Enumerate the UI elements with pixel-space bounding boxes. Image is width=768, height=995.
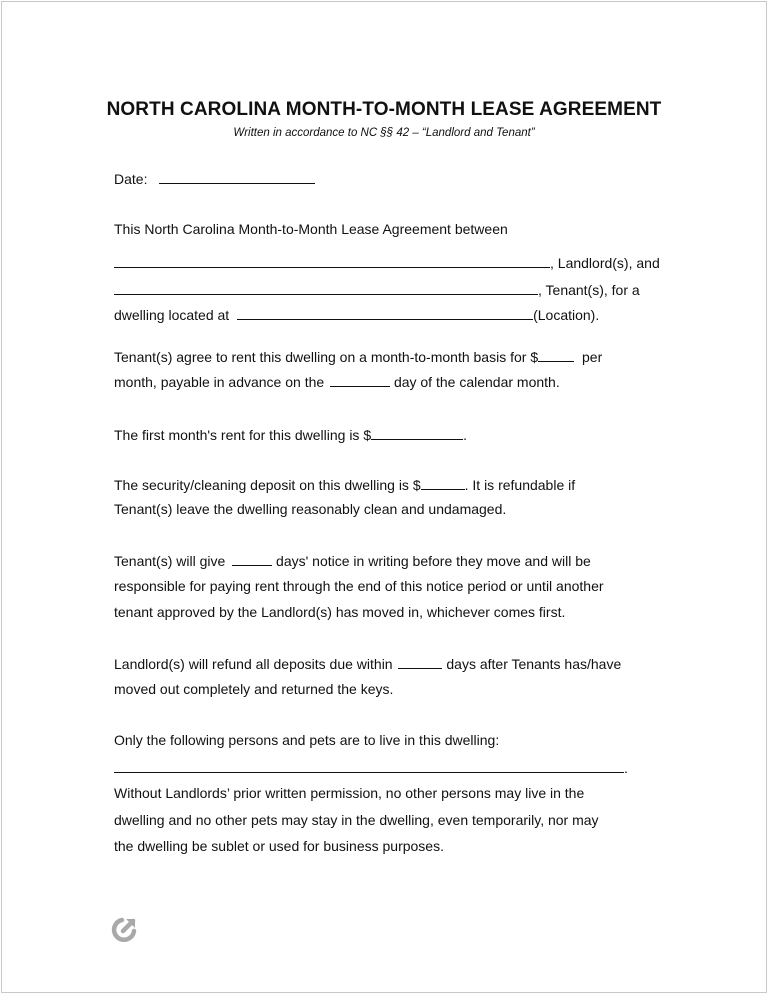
per-text: per [582, 349, 603, 365]
permission-text: Without Landlords’ prior written permission, no other persons may live in the [114, 785, 585, 801]
date-label: Date: [114, 171, 148, 187]
notice-line-2 [114, 577, 604, 595]
refund-days-field[interactable] [398, 654, 442, 669]
refund-line [114, 654, 621, 673]
notice-line [114, 551, 591, 570]
permission-text-3: the dwelling be sublet or used for business purposes. [114, 838, 444, 854]
intro-line [114, 220, 508, 238]
deposit-condition-text: Tenant(s) leave the dwelling reasonably clean and undamaged. [114, 501, 507, 517]
notice-days-field[interactable] [232, 551, 272, 566]
page-subtitle: Written in accordance to NC §§ 42 – “Landlord and Tenant” [233, 127, 535, 139]
rent-line [114, 347, 602, 366]
permission-line-2 [114, 811, 599, 829]
occupants-field[interactable] [114, 758, 624, 773]
location-label: (Location). [533, 307, 600, 323]
notice-text: Tenant(s) will give [114, 553, 226, 569]
rent-amount-field[interactable] [538, 347, 574, 362]
deposit-line-2 [114, 500, 506, 518]
date-field[interactable] [159, 169, 315, 184]
first-rent-line [114, 425, 467, 444]
first-rent-text: The first month's rent for this dwelling is $ [114, 427, 372, 443]
refund-text: Landlord(s) will refund all deposits due within [114, 656, 393, 672]
refund-text-2: days after Tenants has/have [446, 656, 622, 672]
share-arrow-icon [111, 915, 139, 943]
notice-text-2: days' notice in writing before they move and will be [276, 553, 591, 569]
deposit-text: The security/cleaning deposit on this dwelling is $ [114, 477, 421, 493]
tenant-label: , Tenant(s), for a [538, 282, 640, 298]
due-day-line [114, 372, 560, 391]
permission-line [114, 784, 584, 802]
deposit-line [114, 475, 575, 494]
occupants-line [114, 731, 499, 749]
rent-text: Tenant(s) agree to rent this dwelling on a month-to-month basis for $ [114, 349, 539, 365]
notice-line-3 [114, 603, 565, 621]
page-title: NORTH CAROLINA MONTH-TO-MONTH LEASE AGREEMENT [106, 99, 662, 120]
landlord-label: , Landlord(s), and [550, 255, 660, 271]
location-line [114, 305, 599, 324]
dwelling-label: dwelling located at [114, 307, 230, 323]
tenant-line [114, 280, 640, 299]
deposit-field[interactable] [421, 475, 465, 490]
location-field[interactable] [237, 305, 533, 320]
document-page [1, 1, 767, 993]
first-rent-period: . [463, 427, 467, 443]
intro-text: This North Carolina Month-to-Month Lease Agreement between [114, 221, 508, 237]
landlord-name-field[interactable] [114, 253, 550, 268]
calendar-text: day of the calendar month. [393, 374, 560, 390]
notice-text-3: responsible for paying rent through the end of this notice period or until another [114, 578, 604, 594]
occupants-text: Only the following persons and pets are to live in this dwelling: [114, 732, 500, 748]
occupants-period: . [624, 760, 628, 776]
permission-line-3 [114, 837, 444, 855]
permission-text-2: dwelling and no other pets may stay in the dwelling, even temporarily, nor may [114, 812, 599, 828]
due-day-field[interactable] [330, 372, 390, 387]
landlord-line [114, 253, 660, 272]
date-line [114, 169, 315, 188]
notice-text-4: tenant approved by the Landlord(s) has moved in, whichever comes first. [114, 604, 566, 620]
due-text: month, payable in advance on the [114, 374, 325, 390]
occupants-field-line [114, 758, 628, 777]
tenant-name-field[interactable] [114, 280, 538, 295]
refund-line-2 [114, 680, 393, 698]
first-rent-field[interactable] [371, 425, 463, 440]
refund-text-3: moved out completely and returned the keys. [114, 681, 394, 697]
refundable-text: . It is refundable if [464, 477, 576, 493]
